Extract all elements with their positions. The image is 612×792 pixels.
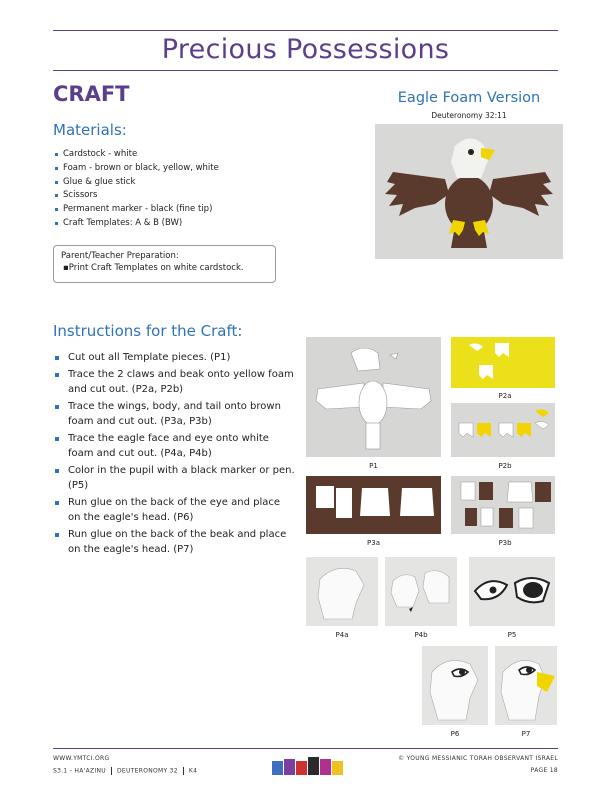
step-photo-p6 <box>422 646 488 725</box>
list-item: Cardstock - white <box>55 148 219 162</box>
step-photo-p3a <box>306 476 441 534</box>
list-item: Permanent marker - black (fine tip) <box>55 203 219 217</box>
step-photo-p7 <box>495 646 557 725</box>
caption-p2a: P2a <box>498 392 512 400</box>
eagle-version-title: Eagle Foam Version <box>397 90 541 106</box>
step-photo-p4a <box>306 557 378 626</box>
list-item: Trace the eagle face and eye onto white foam and cut out. (P4a, P4b) <box>55 431 295 461</box>
eagle-craft-photo <box>375 124 563 259</box>
caption-p3a: P3a <box>367 539 380 547</box>
materials-heading: Materials: <box>53 121 127 139</box>
instructions-heading: Instructions for the Craft: <box>53 322 243 340</box>
caption-p1: P1 <box>369 462 378 470</box>
step-photo-p2a <box>451 337 555 388</box>
footer-website: WWW.YMTCI.ORG <box>53 755 110 762</box>
craft-heading: CRAFT <box>53 82 130 106</box>
header-rule-bottom <box>53 70 558 71</box>
tribe-figures-logo <box>270 755 350 777</box>
footer-page-number: PAGE 18 <box>530 767 558 774</box>
list-item: Craft Templates: A & B (BW) <box>55 217 219 231</box>
caption-p5: P5 <box>507 631 517 639</box>
footer-rule <box>53 748 558 749</box>
caption-p2b: P2b <box>498 462 512 470</box>
preparation-item: ▪Print Craft Templates on white cardstock. <box>63 263 244 273</box>
preparation-title: Parent/Teacher Preparation: <box>61 251 179 261</box>
caption-p6: P6 <box>450 730 460 738</box>
list-item: Color in the pupil with a black marker or pen. (P5) <box>55 463 295 493</box>
step-photo-p5 <box>469 557 555 626</box>
caption-p4a: P4a <box>335 631 349 639</box>
list-item: Scissors <box>55 189 219 203</box>
list-item: Run glue on the back of the beak and place on the eagle's head. (P7) <box>55 527 295 557</box>
list-item: Cut out all Template pieces. (P1) <box>55 350 295 365</box>
caption-p7: P7 <box>521 730 531 738</box>
materials-list <box>55 148 219 231</box>
step-photo-p2b <box>451 403 555 457</box>
preparation-box <box>53 245 276 283</box>
footer-copyright: © YOUNG MESSIANIC TORAH OBSERVANT ISRAEL <box>398 755 558 762</box>
list-item: Run glue on the back of the eye and place on the eagle's head. (P6) <box>55 495 295 525</box>
instructions-list <box>55 350 295 559</box>
caption-p3b: P3b <box>498 539 512 547</box>
footer-lesson-info: S3.1 - HA'AZINU DEUTERONOMY 32 K4 <box>53 767 198 775</box>
list-item: Glue & glue stick <box>55 176 219 190</box>
caption-p4b: P4b <box>414 631 428 639</box>
list-item: Trace the wings, body, and tail onto brown foam and cut out. (P3a, P3b) <box>55 399 295 429</box>
list-item: Foam - brown or black, yellow, white <box>55 162 219 176</box>
scripture-reference: Deuteronomy 32:11 <box>431 111 507 120</box>
step-photo-p4b <box>385 557 457 626</box>
page-title: Precious Possessions <box>161 34 450 65</box>
header-rule-top <box>53 30 558 31</box>
step-photo-p3b <box>451 476 555 534</box>
list-item: Trace the 2 claws and beak onto yellow foam and cut out. (P2a, P2b) <box>55 367 295 397</box>
step-photo-p1 <box>306 337 441 457</box>
